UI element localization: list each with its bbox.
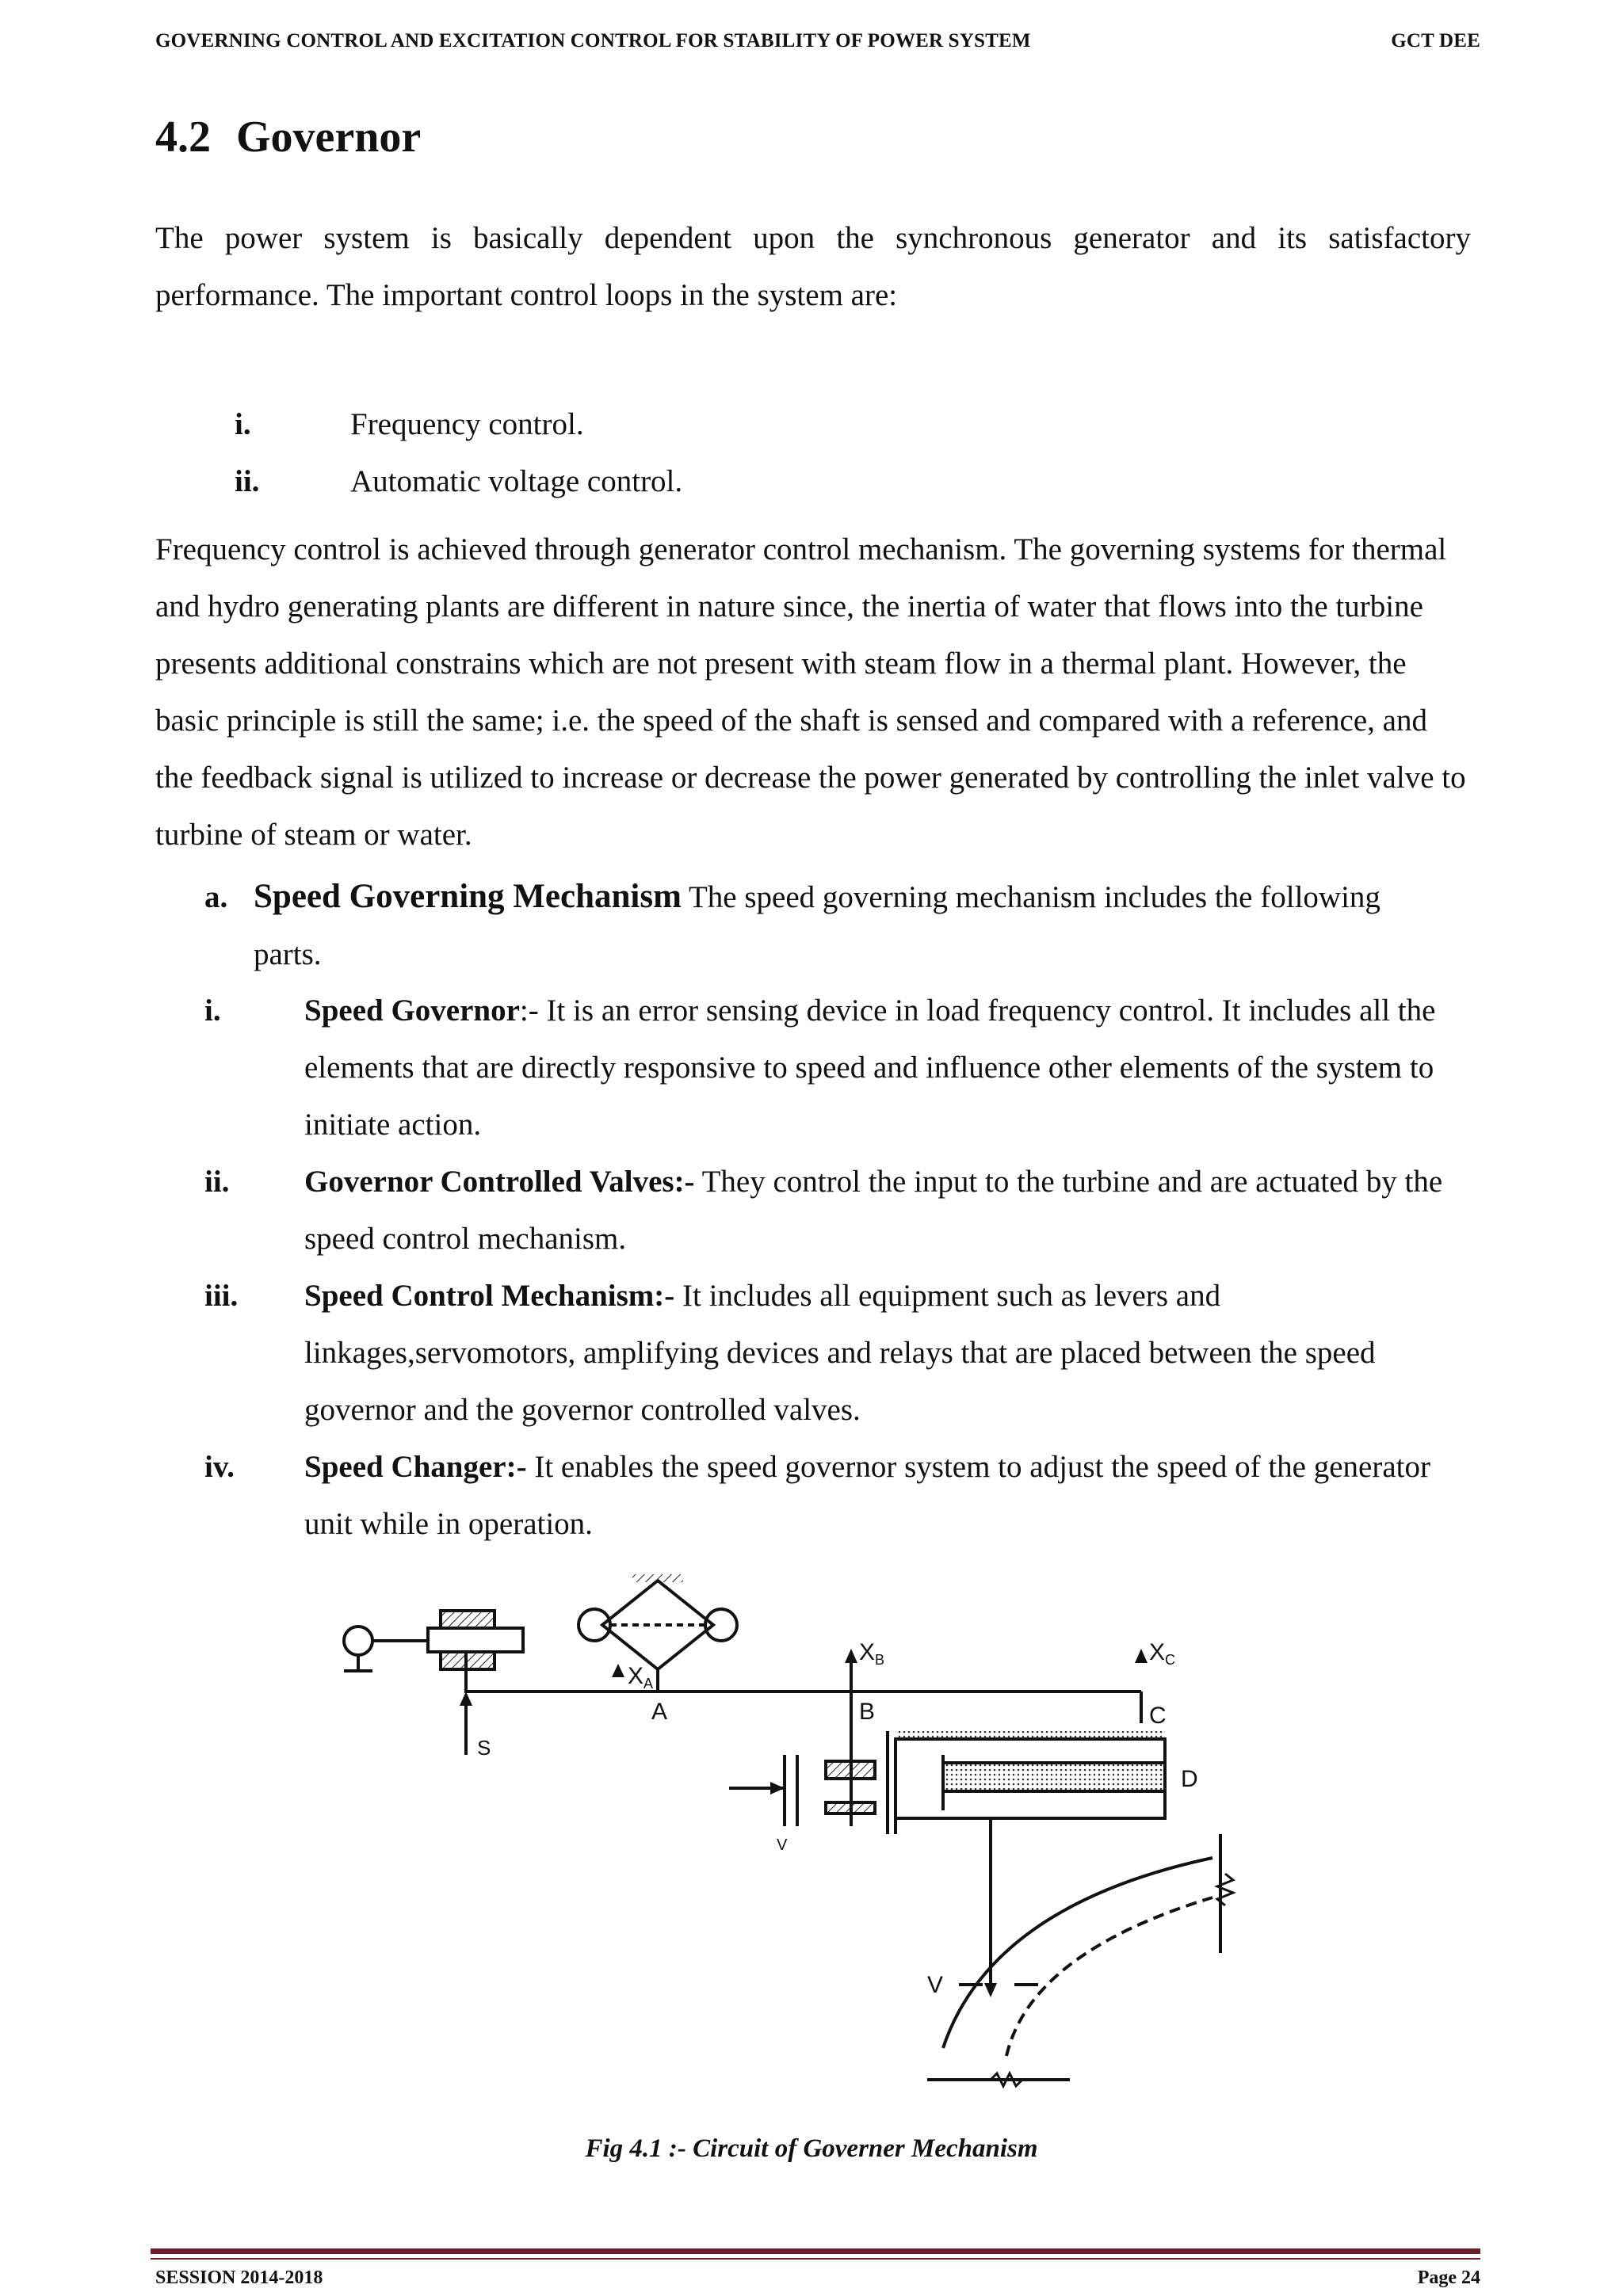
part-desc: It is an error sensing device in load frequency control. It includes all the elements that are directly responsive to speed and influence other elements of the system to initiate action. <box>304 994 1436 1142</box>
label-xc-sub: C <box>1165 1652 1176 1668</box>
valve-curve-upper <box>943 1858 1212 2048</box>
list-text: Frequency control. <box>350 407 584 441</box>
label-xc: X <box>1149 1639 1166 1665</box>
list-marker: ii. <box>204 1165 230 1199</box>
speed-governing-mechanism <box>204 868 1472 983</box>
list-item <box>204 982 1472 1154</box>
footer-rule <box>151 2248 1480 2254</box>
label-s: S <box>477 1736 491 1760</box>
list-text <box>304 1439 1445 1553</box>
parts-list <box>204 982 1472 1553</box>
list-item <box>204 1268 1472 1439</box>
footer-rule-thin <box>151 2258 1480 2260</box>
running-header-title: GOVERNING CONTROL AND EXCITATION CONTROL FOR STABILITY OF POWER SYSTEM <box>155 30 1031 51</box>
governor-mechanism-figure <box>341 1573 1292 2096</box>
part-desc: They control the input to the turbine and are actuated by the speed control mechanism. <box>304 1165 1443 1256</box>
label-v-small: V <box>777 1836 788 1854</box>
part-term: Speed Changer:- <box>304 1450 527 1484</box>
list-marker: iv. <box>204 1450 235 1484</box>
part-desc: It includes all equipment such as levers and linkages,servomotors, amplifying devices and relays that are placed between the speed governor and the governor controlled valves. <box>304 1279 1376 1427</box>
sub-text-continued: parts. <box>254 937 322 971</box>
label-xb-sub: B <box>875 1652 885 1668</box>
part-term: Speed Control Mechanism:- <box>304 1279 675 1313</box>
speed-changer-body <box>428 1628 523 1652</box>
label-d: D <box>1181 1766 1198 1792</box>
list-item <box>235 396 682 453</box>
sub-title: Speed Governing Mechanism <box>254 878 682 915</box>
flyball-left <box>579 1609 610 1641</box>
part-desc: It enables the speed governor system to adjust the speed of the generator unit while in operation. <box>304 1450 1430 1541</box>
footer-page-number: Page 24 <box>1417 2267 1480 2288</box>
section-heading <box>155 111 421 164</box>
speed-changer-knob <box>344 1627 372 1655</box>
part-term: Governor Controlled Valves:- <box>304 1165 695 1199</box>
list-item <box>235 453 682 510</box>
label-a: A <box>651 1699 668 1725</box>
list-marker: ii. <box>235 464 260 498</box>
section-number: 4.2 <box>155 113 211 162</box>
diagram-lines <box>344 1574 1233 2086</box>
label-xa-sub: A <box>643 1676 654 1691</box>
list-text <box>304 1154 1445 1268</box>
sub-marker: a. <box>204 880 228 914</box>
label-b: B <box>859 1699 876 1725</box>
flyball-right <box>705 1609 737 1641</box>
governor-diagram <box>341 1573 1292 2096</box>
sub-text: The speed governing mechanism includes the following <box>681 880 1381 914</box>
label-v: V <box>927 1972 944 1998</box>
figure-caption: Fig 4.1 :- Circuit of Governer Mechanism <box>585 2134 1038 2163</box>
arrowheads <box>460 1649 1148 1997</box>
svg-text:XC <box>1149 1639 1175 1668</box>
list-text <box>304 1268 1445 1439</box>
section-title: Governor <box>236 113 422 162</box>
label-xa: X <box>628 1663 644 1689</box>
control-loop-list <box>235 396 682 510</box>
intro-paragraph: The power system is basically dependent upon the synchronous generator and its satisfactory performance. The important control loops in the system are: <box>155 221 1471 312</box>
label-xb: X <box>859 1639 876 1665</box>
footer-session: SESSION 2014-2018 <box>155 2267 323 2288</box>
list-item <box>204 1439 1472 1553</box>
part-sep: :- <box>519 994 539 1028</box>
part-term: Speed Governor <box>304 994 520 1028</box>
list-text: Automatic voltage control. <box>350 464 683 498</box>
svg-text:XB <box>859 1639 884 1668</box>
list-marker: i. <box>204 994 221 1028</box>
list-marker: i. <box>235 407 251 441</box>
frequency-control-paragraph: Frequency control is achieved through generator control mechanism. The governing systems for thermal and hydro generating plants are different in nature since, the inertia of water that flows into the turbine presents additional constrains which are not present with steam flow in a thermal plant. However, the basic principle is still the same; i.e. the speed of the shaft is sensed and compared with a reference, and the feedback signal is utilized to increase or decrease the power generated by controlling the inlet valve to turbine of steam or water. <box>155 532 1466 852</box>
label-c: C <box>1149 1703 1167 1729</box>
running-header-dept: GCT DEE <box>1391 30 1480 51</box>
list-item <box>204 1154 1472 1268</box>
list-marker: iii. <box>204 1279 239 1313</box>
svg-text:XA <box>628 1663 653 1691</box>
list-text <box>304 982 1445 1154</box>
